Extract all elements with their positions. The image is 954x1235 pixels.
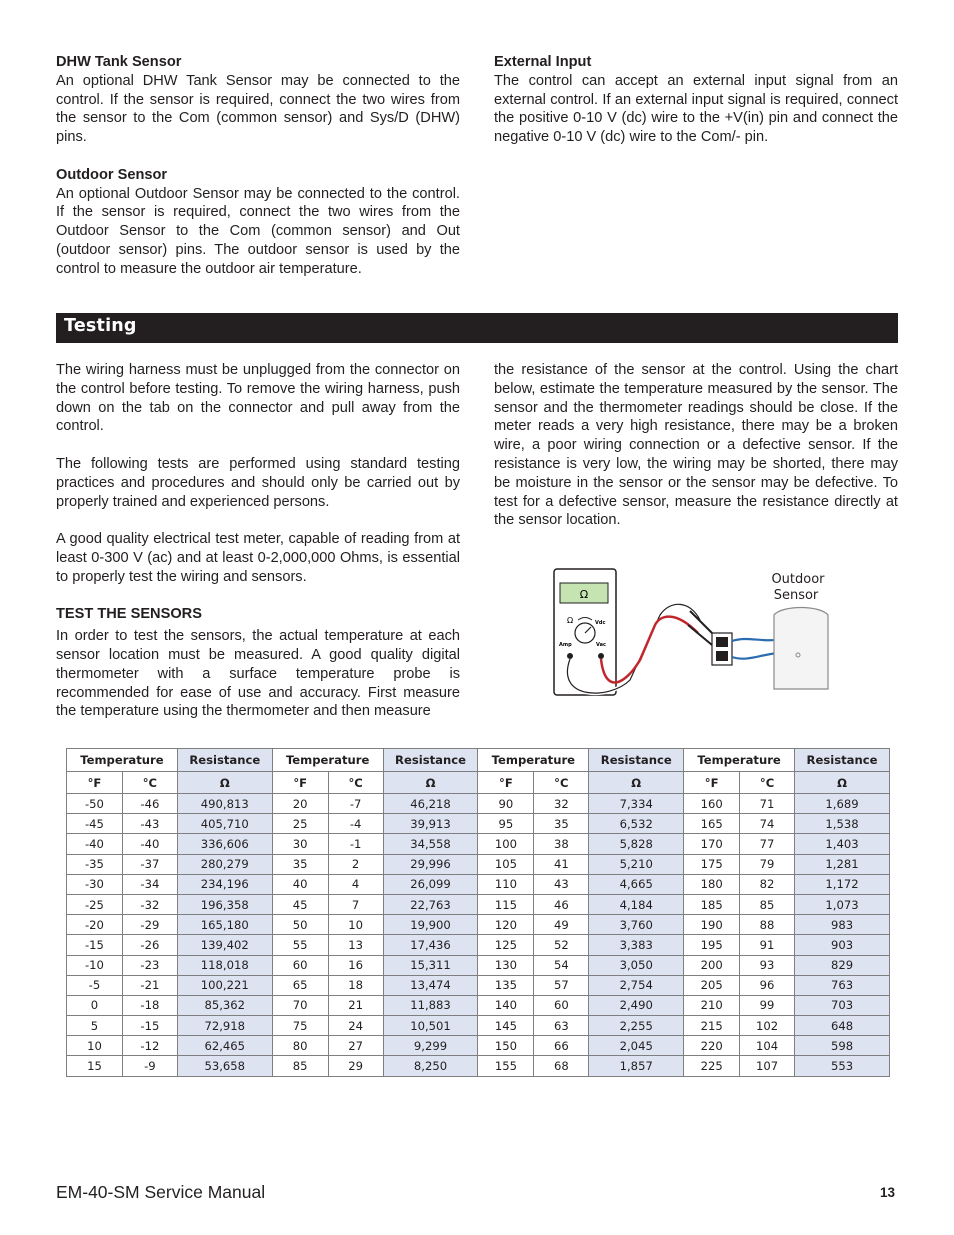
temp-c-cell: -7 bbox=[328, 794, 383, 814]
temp-f-cell: 45 bbox=[272, 894, 328, 914]
header-temperature: Temperature bbox=[478, 749, 589, 772]
resistance-cell: 22,763 bbox=[383, 894, 478, 914]
temp-c-cell: 27 bbox=[328, 1036, 383, 1056]
temp-c-cell: 32 bbox=[534, 794, 589, 814]
temp-c-cell: 49 bbox=[534, 915, 589, 935]
resistance-cell: 4,665 bbox=[589, 874, 684, 894]
resistance-cell: 6,532 bbox=[589, 814, 684, 834]
temp-c-cell: 24 bbox=[328, 1016, 383, 1036]
resistance-cell: 703 bbox=[795, 995, 890, 1015]
temp-f-cell: 65 bbox=[272, 975, 328, 995]
resistance-cell: 9,299 bbox=[383, 1036, 478, 1056]
external-input-text: The control can accept an external input signal from an external control. If an external input signal is required, connect the positive 0-10 V (dc) wire to the +V(in) pin and connect the negative 0-10 V (dc) wire to the Com/- pin. bbox=[494, 72, 898, 146]
sensor-label-line-2: Sensor bbox=[773, 588, 819, 603]
temp-c-cell: 38 bbox=[534, 834, 589, 854]
temp-f-cell: 80 bbox=[272, 1036, 328, 1056]
temp-c-cell: -32 bbox=[122, 894, 177, 914]
temp-f-cell: -40 bbox=[67, 834, 123, 854]
unit-ohm: Ω bbox=[383, 772, 478, 794]
testing-paragraph-2: The following tests are performed using standard testing practices and procedures and should only be carried out by properly trained and experienced persons. bbox=[56, 455, 460, 510]
temp-c-cell: 52 bbox=[534, 935, 589, 955]
temp-c-cell: 93 bbox=[740, 955, 795, 975]
resistance-cell: 3,760 bbox=[589, 915, 684, 935]
unit-celsius: °C bbox=[534, 772, 589, 794]
resistance-table bbox=[66, 748, 890, 1077]
temp-f-cell: 35 bbox=[272, 854, 328, 874]
temp-c-cell: 29 bbox=[328, 1056, 383, 1076]
resistance-cell: 763 bbox=[795, 975, 890, 995]
external-input-section bbox=[494, 53, 898, 147]
temp-f-cell: 135 bbox=[478, 975, 534, 995]
temp-c-cell: 41 bbox=[534, 854, 589, 874]
table-row bbox=[67, 854, 890, 874]
unit-fahrenheit: °F bbox=[684, 772, 740, 794]
resistance-cell: 26,099 bbox=[383, 874, 478, 894]
temp-f-cell: -10 bbox=[67, 955, 123, 975]
resistance-cell: 405,710 bbox=[177, 814, 272, 834]
temp-f-cell: 155 bbox=[478, 1056, 534, 1076]
resistance-cell: 72,918 bbox=[177, 1016, 272, 1036]
temp-c-cell: 82 bbox=[740, 874, 795, 894]
temp-f-cell: 100 bbox=[478, 834, 534, 854]
temp-c-cell: 68 bbox=[534, 1056, 589, 1076]
temp-f-cell: 130 bbox=[478, 955, 534, 975]
temp-c-cell: -43 bbox=[122, 814, 177, 834]
temp-c-cell: 7 bbox=[328, 894, 383, 914]
temp-c-cell: -23 bbox=[122, 955, 177, 975]
temp-c-cell: 2 bbox=[328, 854, 383, 874]
temp-c-cell: -18 bbox=[122, 995, 177, 1015]
temp-c-cell: 107 bbox=[740, 1056, 795, 1076]
header-resistance: Resistance bbox=[589, 749, 684, 772]
temp-f-cell: -25 bbox=[67, 894, 123, 914]
dhw-heading: DHW Tank Sensor bbox=[56, 54, 182, 70]
resistance-cell: 1,538 bbox=[795, 814, 890, 834]
temp-c-cell: -40 bbox=[122, 834, 177, 854]
unit-celsius: °C bbox=[740, 772, 795, 794]
dial-amp-label: Amp bbox=[559, 642, 572, 648]
resistance-cell: 1,689 bbox=[795, 794, 890, 814]
temp-c-cell: -12 bbox=[122, 1036, 177, 1056]
temp-f-cell: 145 bbox=[478, 1016, 534, 1036]
temp-c-cell: -29 bbox=[122, 915, 177, 935]
temp-c-cell: -1 bbox=[328, 834, 383, 854]
resistance-table-body bbox=[67, 794, 890, 1077]
temp-c-cell: 18 bbox=[328, 975, 383, 995]
resistance-cell: 196,358 bbox=[177, 894, 272, 914]
table-row bbox=[67, 794, 890, 814]
temp-c-cell: 46 bbox=[534, 894, 589, 914]
header-temperature: Temperature bbox=[684, 749, 795, 772]
temp-f-cell: -50 bbox=[67, 794, 123, 814]
unit-ohm: Ω bbox=[795, 772, 890, 794]
resistance-cell: 1,403 bbox=[795, 834, 890, 854]
resistance-cell: 13,474 bbox=[383, 975, 478, 995]
temp-c-cell: -26 bbox=[122, 935, 177, 955]
temp-f-cell: 225 bbox=[684, 1056, 740, 1076]
table-row bbox=[67, 894, 890, 914]
unit-celsius: °C bbox=[328, 772, 383, 794]
test-sensors-heading: TEST THE SENSORS bbox=[56, 606, 202, 623]
temp-c-cell: -21 bbox=[122, 975, 177, 995]
dial-vdc-label: Vdc bbox=[595, 620, 606, 626]
temp-c-cell: 35 bbox=[534, 814, 589, 834]
probe-jack-com bbox=[567, 653, 573, 659]
temp-c-cell: -46 bbox=[122, 794, 177, 814]
temp-f-cell: 195 bbox=[684, 935, 740, 955]
external-input-heading: External Input bbox=[494, 54, 592, 70]
resistance-cell: 553 bbox=[795, 1056, 890, 1076]
display-reading: Ω bbox=[579, 588, 589, 601]
outdoor-heading: Outdoor Sensor bbox=[56, 166, 168, 183]
temp-c-cell: 77 bbox=[740, 834, 795, 854]
resistance-cell: 46,218 bbox=[383, 794, 478, 814]
outdoor-sensor-housing bbox=[774, 608, 828, 690]
testing-paragraph-1: The wiring harness must be unplugged from the connector on the control before testing. To remove the wiring harness, push down on the tab on the connector and pull away from the control. bbox=[56, 362, 460, 435]
temp-c-cell: 21 bbox=[328, 995, 383, 1015]
temp-c-cell: 96 bbox=[740, 975, 795, 995]
temp-c-cell: 102 bbox=[740, 1016, 795, 1036]
temp-c-cell: 57 bbox=[534, 975, 589, 995]
temp-f-cell: 175 bbox=[684, 854, 740, 874]
unit-celsius: °C bbox=[122, 772, 177, 794]
temp-f-cell: 165 bbox=[684, 814, 740, 834]
temp-c-cell: 13 bbox=[328, 935, 383, 955]
temp-f-cell: 200 bbox=[684, 955, 740, 975]
resistance-cell: 1,172 bbox=[795, 874, 890, 894]
dial-ohm-label: Ω bbox=[567, 616, 574, 625]
resistance-cell: 100,221 bbox=[177, 975, 272, 995]
resistance-cell: 11,883 bbox=[383, 995, 478, 1015]
testing-paragraph-4: In order to test the sensors, the actual temperature at each sensor location must be measured. A good quality digital thermometer with a surface temperature probe is recommended for ease of use and accuracy. First measure the temperature using the thermometer and then measure bbox=[56, 628, 460, 720]
resistance-cell: 336,606 bbox=[177, 834, 272, 854]
unit-fahrenheit: °F bbox=[272, 772, 328, 794]
unit-ohm: Ω bbox=[177, 772, 272, 794]
resistance-cell: 490,813 bbox=[177, 794, 272, 814]
table-row bbox=[67, 834, 890, 854]
temp-c-cell: 71 bbox=[740, 794, 795, 814]
temp-f-cell: 120 bbox=[478, 915, 534, 935]
temp-f-cell: 5 bbox=[67, 1016, 123, 1036]
temp-f-cell: -35 bbox=[67, 854, 123, 874]
temp-f-cell: 150 bbox=[478, 1036, 534, 1056]
temp-c-cell: 79 bbox=[740, 854, 795, 874]
temp-f-cell: 50 bbox=[272, 915, 328, 935]
table-row bbox=[67, 1056, 890, 1076]
table-row bbox=[67, 915, 890, 935]
resistance-cell: 8,250 bbox=[383, 1056, 478, 1076]
resistance-cell: 10,501 bbox=[383, 1016, 478, 1036]
temp-f-cell: 15 bbox=[67, 1056, 123, 1076]
resistance-cell: 1,281 bbox=[795, 854, 890, 874]
temp-c-cell: -15 bbox=[122, 1016, 177, 1036]
resistance-cell: 829 bbox=[795, 955, 890, 975]
resistance-cell: 34,558 bbox=[383, 834, 478, 854]
resistance-cell: 29,996 bbox=[383, 854, 478, 874]
header-temperature: Temperature bbox=[67, 749, 178, 772]
resistance-cell: 139,402 bbox=[177, 935, 272, 955]
temp-c-cell: -4 bbox=[328, 814, 383, 834]
resistance-cell: 3,050 bbox=[589, 955, 684, 975]
section-title: Testing bbox=[64, 316, 137, 336]
page-number: 13 bbox=[880, 1185, 896, 1200]
temp-f-cell: 140 bbox=[478, 995, 534, 1015]
resistance-cell: 7,334 bbox=[589, 794, 684, 814]
probe-jack-ohm bbox=[598, 653, 604, 659]
temp-c-cell: -37 bbox=[122, 854, 177, 874]
temp-f-cell: 110 bbox=[478, 874, 534, 894]
temp-f-cell: 55 bbox=[272, 935, 328, 955]
resistance-cell: 53,658 bbox=[177, 1056, 272, 1076]
resistance-cell: 15,311 bbox=[383, 955, 478, 975]
resistance-cell: 598 bbox=[795, 1036, 890, 1056]
resistance-cell: 39,913 bbox=[383, 814, 478, 834]
temp-c-cell: 91 bbox=[740, 935, 795, 955]
temp-f-cell: 30 bbox=[272, 834, 328, 854]
temp-c-cell: 43 bbox=[534, 874, 589, 894]
temp-f-cell: -20 bbox=[67, 915, 123, 935]
resistance-cell: 2,045 bbox=[589, 1036, 684, 1056]
resistance-cell: 234,196 bbox=[177, 874, 272, 894]
temp-c-cell: 74 bbox=[740, 814, 795, 834]
resistance-cell: 983 bbox=[795, 915, 890, 935]
temp-f-cell: 40 bbox=[272, 874, 328, 894]
resistance-cell: 2,754 bbox=[589, 975, 684, 995]
temp-f-cell: 20 bbox=[272, 794, 328, 814]
temp-c-cell: 4 bbox=[328, 874, 383, 894]
table-row bbox=[67, 1016, 890, 1036]
resistance-cell: 648 bbox=[795, 1016, 890, 1036]
resistance-cell: 2,490 bbox=[589, 995, 684, 1015]
meter-sensor-diagram bbox=[550, 565, 850, 705]
temp-c-cell: 10 bbox=[328, 915, 383, 935]
temp-c-cell: 85 bbox=[740, 894, 795, 914]
temp-c-cell: -9 bbox=[122, 1056, 177, 1076]
manual-title: EM-40-SM Service Manual bbox=[56, 1182, 266, 1202]
testing-section-bar bbox=[56, 313, 898, 343]
temp-f-cell: 75 bbox=[272, 1016, 328, 1036]
table-row bbox=[67, 995, 890, 1015]
resistance-cell: 17,436 bbox=[383, 935, 478, 955]
resistance-cell: 903 bbox=[795, 935, 890, 955]
temp-f-cell: 210 bbox=[684, 995, 740, 1015]
resistance-cell: 1,073 bbox=[795, 894, 890, 914]
dhw-outdoor-section bbox=[56, 53, 460, 279]
resistance-cell: 1,857 bbox=[589, 1056, 684, 1076]
temp-f-cell: 185 bbox=[684, 894, 740, 914]
temp-f-cell: 85 bbox=[272, 1056, 328, 1076]
table-row bbox=[67, 874, 890, 894]
temp-f-cell: 60 bbox=[272, 955, 328, 975]
header-resistance: Resistance bbox=[177, 749, 272, 772]
temp-c-cell: 88 bbox=[740, 915, 795, 935]
temp-f-cell: 25 bbox=[272, 814, 328, 834]
dial-vac-label: Vac bbox=[596, 642, 606, 648]
unit-ohm: Ω bbox=[589, 772, 684, 794]
connector-pin-1 bbox=[716, 637, 728, 647]
temp-f-cell: -45 bbox=[67, 814, 123, 834]
temp-c-cell: 60 bbox=[534, 995, 589, 1015]
temp-c-cell: 63 bbox=[534, 1016, 589, 1036]
unit-fahrenheit: °F bbox=[478, 772, 534, 794]
table-row bbox=[67, 1036, 890, 1056]
temp-f-cell: 125 bbox=[478, 935, 534, 955]
resistance-cell: 2,255 bbox=[589, 1016, 684, 1036]
temp-c-cell: -34 bbox=[122, 874, 177, 894]
resistance-cell: 85,362 bbox=[177, 995, 272, 1015]
temp-f-cell: 170 bbox=[684, 834, 740, 854]
header-resistance: Resistance bbox=[383, 749, 478, 772]
sensor-label-line-1: Outdoor bbox=[771, 572, 825, 587]
temp-f-cell: 95 bbox=[478, 814, 534, 834]
resistance-cell: 3,383 bbox=[589, 935, 684, 955]
temp-f-cell: 70 bbox=[272, 995, 328, 1015]
header-resistance: Resistance bbox=[795, 749, 890, 772]
dhw-text: An optional DHW Tank Sensor may be connected to the control. If the sensor is required, connect the two wires from the sensor to the Com (common sensor) and Sys/D (DHW) pins. bbox=[56, 72, 460, 146]
outdoor-text: An optional Outdoor Sensor may be connected to the control. If the sensor is required, connect the two wires from the Outdoor Sensor to the Com (common sensor) and Out (outdoor sensor) pins. The outdoor sensor is used by the control to measure the outdoor air temperature. bbox=[56, 185, 460, 277]
temp-f-cell: 160 bbox=[684, 794, 740, 814]
temp-f-cell: 0 bbox=[67, 995, 123, 1015]
temp-f-cell: 90 bbox=[478, 794, 534, 814]
temp-c-cell: 104 bbox=[740, 1036, 795, 1056]
temp-c-cell: 54 bbox=[534, 955, 589, 975]
unit-fahrenheit: °F bbox=[67, 772, 123, 794]
temp-c-cell: 16 bbox=[328, 955, 383, 975]
temp-f-cell: 105 bbox=[478, 854, 534, 874]
resistance-cell: 5,828 bbox=[589, 834, 684, 854]
temp-f-cell: 10 bbox=[67, 1036, 123, 1056]
table-row bbox=[67, 975, 890, 995]
table-row bbox=[67, 955, 890, 975]
temp-f-cell: 180 bbox=[684, 874, 740, 894]
table-row bbox=[67, 935, 890, 955]
temp-f-cell: -30 bbox=[67, 874, 123, 894]
temp-f-cell: -5 bbox=[67, 975, 123, 995]
resistance-cell: 62,465 bbox=[177, 1036, 272, 1056]
header-temperature: Temperature bbox=[272, 749, 383, 772]
temp-f-cell: 190 bbox=[684, 915, 740, 935]
resistance-cell: 165,180 bbox=[177, 915, 272, 935]
temp-f-cell: 220 bbox=[684, 1036, 740, 1056]
resistance-cell: 4,184 bbox=[589, 894, 684, 914]
testing-right-column bbox=[494, 361, 898, 530]
temp-c-cell: 99 bbox=[740, 995, 795, 1015]
temp-f-cell: 205 bbox=[684, 975, 740, 995]
table-row bbox=[67, 814, 890, 834]
temp-f-cell: 215 bbox=[684, 1016, 740, 1036]
temp-c-cell: 66 bbox=[534, 1036, 589, 1056]
temp-f-cell: 115 bbox=[478, 894, 534, 914]
temp-f-cell: -15 bbox=[67, 935, 123, 955]
testing-paragraph-3: A good quality electrical test meter, capable of reading from at least 0-300 V (ac) and at least 0-2,000,000 Ohms, is essential to properly test the wiring and sensors. bbox=[56, 531, 460, 585]
connector-pin-2 bbox=[716, 651, 728, 661]
resistance-cell: 280,279 bbox=[177, 854, 272, 874]
resistance-cell: 5,210 bbox=[589, 854, 684, 874]
testing-paragraph-5: the resistance of the sensor at the control. Using the chart below, estimate the temperature measured by the sensor. The sensor and the thermometer readings should be close. If the meter reads a very high resistance, there may be a broken wire, a poor wiring connection or a defective sensor. If the resistance is very low, the wiring may be shorted, there may be moisture in the sensor or the sensor may be defective. To test for a defective sensor, measure the resistance directly at the sensor location. bbox=[494, 362, 898, 529]
testing-left-column bbox=[56, 361, 460, 721]
resistance-cell: 118,018 bbox=[177, 955, 272, 975]
resistance-cell: 19,900 bbox=[383, 915, 478, 935]
